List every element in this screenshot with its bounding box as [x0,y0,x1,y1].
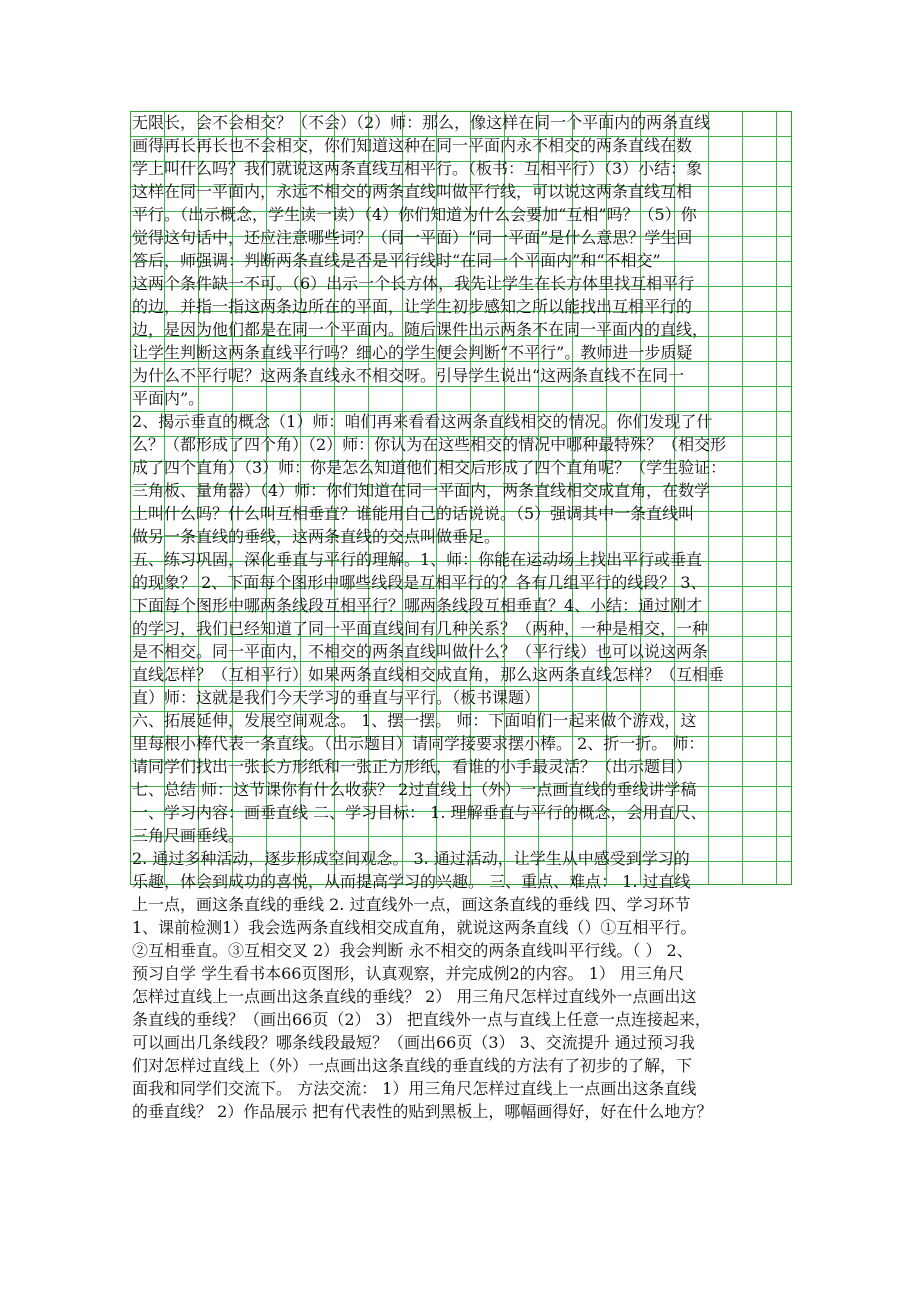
text-line: 为什么不平行呢？这两条直线永不相交呀。引导学生说出“这两条直线不在同一 [132,366,685,385]
text-line: 面我和同学们交流下。 方法交流： 1）用三角尺怎样过直线上一点画出这条直线 [132,1079,697,1098]
text-line: 上一点，画这条直线的垂线 2. 过直线外一点，画这条直线的垂线 四、学习环节 [132,895,691,914]
text-line: 做另一条直线的垂线，这两条直线的交点叫做垂足。 [132,527,501,546]
text-line: 下面每个图形中哪两条线段互相平行？哪两条线段互相垂直？4、小结：通过刚才 [132,596,703,615]
text-line: 的现象？ 2、下面每个图形中哪些线段是互相平行的？各有几组平行的线段？ 3、 [132,573,707,592]
text-line: 直）师：这就是我们今天学习的垂直与平行。（板书课题） [132,688,541,707]
text-line: 直线怎样？（互相平行）如果两条直线相交成直角，那么这两条直线怎样？（互相垂 [132,665,725,684]
lesson-text-block [132,111,792,1123]
text-line: 可以画出几条线段？哪条线段最短？（画出66页（3） 3、交流提升 通过预习我 [132,1033,695,1052]
text-line: 2. 通过多种活动，逐步形成空间观念。 3. 通过活动，让学生从中感受到学习的 [132,849,690,868]
text-line: 是不相交。同一平面内，不相交的两条直线叫做什么？（平行线）也可以说这两条 [132,642,709,661]
text-line: 学上叫什么吗？我们就说这两条直线互相平行。（板书：互相平行）（3）小结：象 [132,159,703,178]
text-line: 的边，并指一指这两条边所在的平面，让学生初步感知之所以能找出互相平行的 [132,297,693,316]
text-line: ②互相垂直。③互相交叉 2）我会判断 永不相交的两条直线叫平行线。（ ） 2、 [132,941,693,960]
text-line: 里每根小棒代表一条直线。（出示题目）请同学接要求摆小棒。 2、折一折。 师： [132,734,705,753]
text-line: 2、揭示垂直的概念（1）师：咱们再来看看这两条直线相交的情况。你们发现了什 [132,412,713,431]
text-line: 这样在同一平面内，永远不相交的两条直线叫做平行线，可以说这两条直线互相 [132,182,693,201]
text-line: 请同学们找出一张长方形纸和一张正方形纸，看谁的小手最灵活？（出示题目） [132,757,693,776]
text-line: 平面内”。 [132,389,205,408]
text-line: 1、课前检测1）我会选两条直线相交成直角，就说这两条直线（）①互相平行。 [132,918,697,937]
text-line: 五、练习巩固，深化垂直与平行的理解。1、师：你能在运动场上找出平行或垂直 [132,550,703,569]
text-line: 一、学习内容：画垂直线 二、学习目标： 1. 理解垂直与平行的概念，会用直尺、 [132,803,707,822]
text-line: 三角板、量角器）（4）师：你们知道在同一平面内，两条直线相交成直角，在数学 [132,481,711,500]
text-line: 平行。（出示概念，学生读一读）（4）你们知道为什么会要加“互相”吗？（5）你 [132,205,697,224]
text-line: 觉得这句话中，还应注意哪些词？（同一平面）“同一平面”是什么意思？学生回 [132,228,693,247]
text-line: 无限长，会不会相交？（不会）（2）师：那么，像这样在同一个平面内的两条直线 [132,113,711,132]
text-line: 六、拓展延伸，发展空间观念。 1、摆一摆。 师：下面咱们一起来做个游戏，这 [132,711,697,730]
text-line: 三角尺画垂线。 [132,826,245,845]
text-line: 让学生判断这两条直线平行吗？细心的学生便会判断“不平行”。教师进一步质疑 [132,343,693,362]
text-line: 预习自学 学生看书本66页图形，认真观察，并完成例2的内容。 1） 用三角尺 [132,964,684,983]
text-line: 边，是因为他们都是在同一个平面内。随后课件出示两条不在同一平面内的直线， [132,320,709,339]
text-line: 的垂直线？ 2）作品展示 把有代表性的贴到黑板上，哪幅画得好，好在什么地方？ [132,1102,713,1121]
text-line: 成了四个直角）（3）师：你是怎么知道他们相交后形成了四个直角呢？（学生验证： [132,458,727,477]
text-line: 七、总结 师：这节课你有什么收获？ 2过直线上（外）一点画直线的垂线讲学稿 [132,780,697,799]
text-line: 上叫什么吗？什么叫互相垂直？谁能用自己的话说说。（5）强调其中一条直线叫 [132,504,695,523]
text-line: 答后，师强调：判断两条直线是否是平行线时“在同一个平面内”和“不相交” [132,251,661,270]
text-line: 的学习，我们已经知道了同一平面直线间有几种关系？（两种，一种是相交，一种 [132,619,709,638]
text-line: 这两个条件缺一不可。（6）出示一个长方体，我先让学生在长方体里找互相平行 [132,274,695,293]
text-line: 乐趣，体会到成功的喜悦，从而提高学习的兴趣。 三、重点、难点： 1. 过直线 [132,872,691,891]
text-line: 条直线的垂线？（画出66页（2） 3） 把直线外一点与直线上任意一点连接起来， [132,1010,711,1029]
text-line: 怎样过直线上一点画出这条直线的垂线？ 2） 用三角尺怎样过直线外一点画出这 [132,987,697,1006]
text-line: 么？（都形成了四个角）（2）师：你认为在这些相交的情况中哪种最特殊？（相交形 [132,435,727,454]
text-line: 画得再长再长也不会相交，你们知道这种在同一平面内永不相交的两条直线在数 [132,136,693,155]
text-line: 们对怎样过直线上（外）一点画出这条直线的垂直线的方法有了初步的了解，下 [132,1056,693,1075]
